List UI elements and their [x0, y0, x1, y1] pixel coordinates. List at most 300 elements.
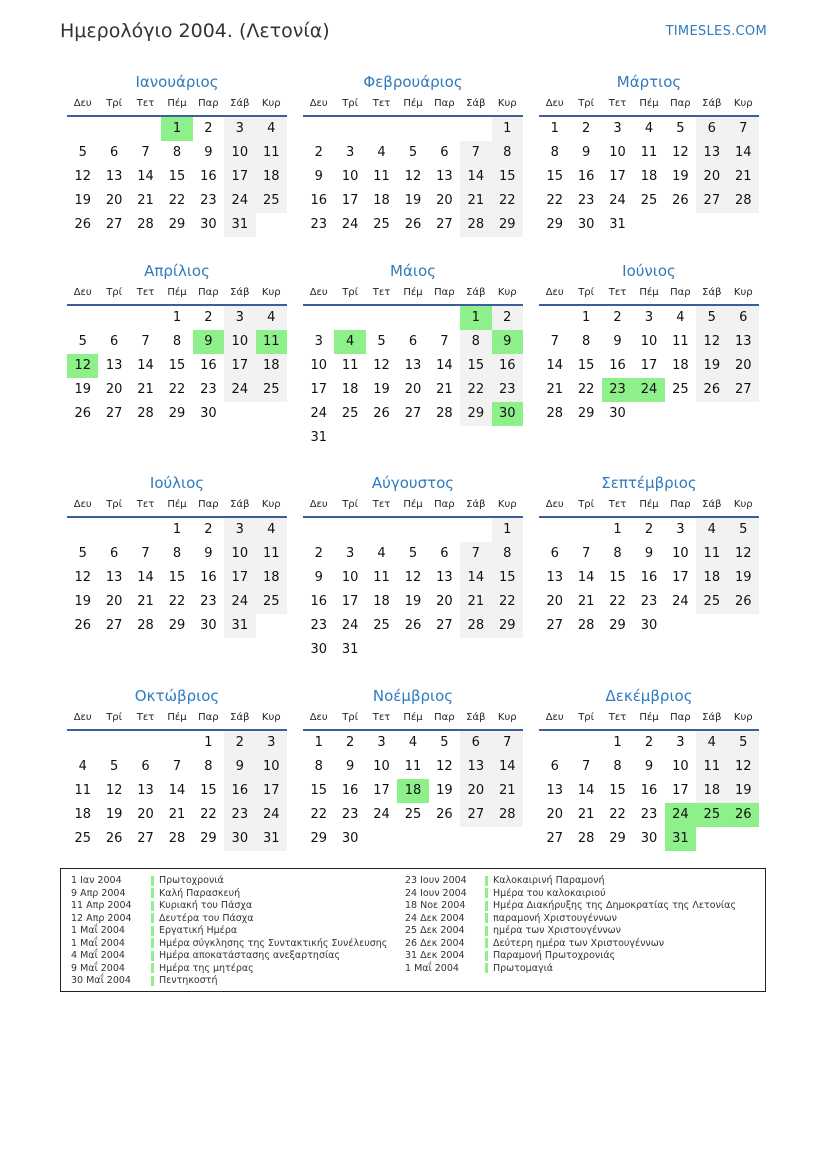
day-cell: 19	[436, 783, 453, 798]
legend-date: 1 Μαΐ 2004	[71, 925, 125, 936]
day-cell: 29	[546, 217, 563, 232]
holiday-marker-icon	[151, 901, 154, 911]
weekday-header: Τετ	[608, 499, 627, 510]
day-cell: 20	[436, 193, 453, 208]
empty-cell	[728, 827, 759, 851]
month-grid	[67, 494, 287, 638]
day-cell: 28	[460, 213, 491, 237]
day-cell: 5	[78, 334, 87, 349]
day-cell: 19	[74, 193, 91, 208]
day-cell: 13	[546, 570, 563, 585]
day-cell: 1	[460, 306, 491, 330]
legend-holiday-name: Παραμονή Πρωτοχρονιάς	[493, 950, 616, 961]
day-cell: 27	[105, 217, 123, 232]
day-cell: 5	[676, 121, 685, 136]
day-cell: 7	[581, 546, 591, 561]
weekday-header: Παρ	[198, 499, 219, 510]
day-cell: 4	[78, 759, 87, 774]
day-cell: 2	[204, 121, 213, 136]
empty-cell	[334, 306, 365, 330]
day-cell: 18	[341, 382, 359, 397]
day-cell: 25	[74, 831, 91, 846]
weekday-header: Τετ	[372, 287, 391, 298]
day-cell: 21	[460, 590, 491, 614]
weekday-header: Τρί	[578, 98, 595, 109]
day-cell: 26	[436, 807, 453, 822]
day-cell: 18	[256, 566, 287, 590]
day-cell: 1	[550, 121, 559, 136]
day-cell: 24	[672, 594, 689, 609]
holiday-marker-icon	[485, 926, 488, 936]
empty-cell	[492, 426, 523, 450]
empty-cell	[397, 117, 428, 141]
empty-cell	[303, 306, 334, 330]
day-cell: 16	[640, 783, 658, 798]
empty-cell	[303, 518, 334, 542]
month-grid	[303, 707, 523, 851]
weekday-header: Κυρ	[733, 98, 753, 109]
weekday-header: Τετ	[608, 712, 627, 723]
day-cell: 28	[137, 217, 154, 232]
day-cell: 20	[436, 594, 453, 609]
weekday-header: Παρ	[670, 98, 691, 109]
month-block	[67, 72, 287, 237]
day-cell: 30	[200, 217, 217, 232]
weekday-header: Δευ	[73, 499, 92, 510]
day-cell: 13	[105, 570, 123, 585]
day-cell: 12	[404, 169, 422, 184]
day-cell: 13	[105, 358, 123, 373]
legend-date: 9 Μαΐ 2004	[71, 962, 125, 974]
day-cell: 28	[577, 618, 595, 633]
legend-holiday-name: Καλοκαιρινή Παραμονή	[493, 875, 605, 886]
month-grid	[67, 93, 287, 237]
day-cell: 15	[577, 358, 595, 373]
day-cell: 20	[105, 382, 123, 397]
weekday-header: Κυρ	[497, 98, 517, 109]
month-grid	[303, 93, 523, 237]
day-cell: 5	[377, 334, 386, 349]
weekday-header: Πέμ	[167, 499, 187, 510]
year-calendar	[67, 72, 760, 862]
legend-holiday-name: Ημέρα Διακήρυξης της Δημοκρατίας της Λετονίας	[493, 900, 736, 911]
holiday-marker-icon	[151, 876, 154, 886]
day-cell: 5	[728, 518, 759, 542]
weekday-header: Παρ	[434, 287, 455, 298]
day-cell: 14	[577, 783, 595, 798]
day-cell: 17	[341, 193, 359, 208]
day-cell: 24	[341, 217, 359, 232]
empty-cell	[98, 731, 129, 755]
day-cell: 1	[314, 735, 323, 750]
day-cell: 26	[728, 803, 759, 827]
day-cell: 24	[633, 378, 664, 402]
day-cell: 11	[341, 358, 359, 373]
day-cell: 15	[168, 570, 186, 585]
day-cell: 28	[436, 406, 453, 421]
day-cell: 22	[310, 807, 327, 822]
empty-cell	[334, 117, 365, 141]
weekday-header: Σάβ	[466, 287, 486, 298]
day-cell: 20	[105, 594, 123, 609]
weekday-header: Παρ	[198, 287, 219, 298]
day-cell: 18	[373, 594, 390, 609]
day-cell: 5	[408, 145, 418, 160]
day-cell: 29	[492, 614, 523, 638]
day-cell: 6	[460, 731, 491, 755]
weekday-header: Παρ	[670, 712, 691, 723]
day-cell: 28	[492, 803, 523, 827]
day-cell: 31	[224, 614, 255, 638]
day-cell: 26	[74, 406, 91, 421]
day-cell: 26	[74, 618, 91, 633]
day-cell: 12	[436, 759, 453, 774]
day-cell: 12	[74, 570, 91, 585]
day-cell: 24	[224, 378, 255, 402]
day-cell: 3	[314, 334, 323, 349]
day-cell: 30	[640, 831, 658, 846]
day-cell: 20	[546, 807, 563, 822]
holiday-marker-icon	[151, 913, 154, 923]
day-cell: 29	[200, 831, 217, 846]
day-cell: 17	[310, 382, 327, 397]
day-cell: 17	[224, 165, 255, 189]
empty-cell	[460, 638, 491, 662]
day-cell: 20	[460, 779, 491, 803]
day-cell: 8	[581, 334, 591, 349]
day-cell: 27	[546, 831, 563, 846]
empty-cell	[429, 426, 460, 450]
empty-cell	[696, 614, 727, 638]
empty-cell	[429, 117, 460, 141]
day-cell: 14	[728, 141, 759, 165]
day-cell: 12	[728, 542, 759, 566]
empty-cell	[429, 518, 460, 542]
day-cell: 11	[256, 330, 287, 354]
day-cell: 23	[224, 803, 255, 827]
day-cell: 23	[310, 217, 327, 232]
weekday-header: Πέμ	[639, 499, 659, 510]
month-block	[67, 261, 287, 426]
empty-cell	[429, 306, 460, 330]
legend-holiday-name: ημέρα των Χριστουγέννων	[493, 925, 621, 936]
day-cell: 6	[696, 117, 727, 141]
weekday-header: Δευ	[545, 98, 564, 109]
day-cell: 7	[550, 334, 559, 349]
day-cell: 23	[640, 594, 658, 609]
day-cell: 14	[137, 570, 154, 585]
day-cell: 22	[577, 382, 595, 397]
day-cell: 5	[696, 306, 727, 330]
day-cell: 3	[224, 518, 255, 542]
weekday-header: Κυρ	[497, 712, 517, 723]
weekday-header: Τετ	[372, 712, 391, 723]
day-cell: 27	[404, 406, 422, 421]
empty-cell	[67, 518, 98, 542]
holiday-marker-icon	[151, 938, 154, 948]
day-cell: 10	[640, 334, 658, 349]
month-name: Δεκέμβριος	[605, 687, 693, 705]
day-cell: 8	[172, 334, 182, 349]
weekday-header: Τετ	[608, 287, 627, 298]
weekday-header: Παρ	[198, 712, 219, 723]
empty-cell	[67, 306, 98, 330]
holiday-marker-icon	[151, 963, 154, 973]
day-cell: 10	[341, 169, 359, 184]
empty-cell	[696, 827, 727, 851]
weekday-header: Κυρ	[261, 712, 281, 723]
weekday-header: Παρ	[670, 287, 691, 298]
day-cell: 27	[105, 618, 123, 633]
weekday-header: Σάβ	[702, 499, 722, 510]
weekday-header: Τρί	[578, 287, 595, 298]
legend-holiday-name: Καλή Παρασκευή	[159, 887, 241, 899]
day-cell: 19	[696, 354, 727, 378]
day-cell: 21	[436, 382, 453, 397]
empty-cell	[366, 117, 397, 141]
day-cell: 23	[640, 807, 658, 822]
day-cell: 31	[310, 430, 327, 445]
weekday-header: Κυρ	[733, 499, 753, 510]
day-cell: 20	[137, 807, 154, 822]
day-cell: 21	[577, 594, 595, 609]
weekday-header: Κυρ	[733, 287, 753, 298]
day-cell: 10	[224, 141, 255, 165]
empty-cell	[334, 518, 365, 542]
day-cell: 31	[665, 827, 696, 851]
day-cell: 13	[436, 570, 453, 585]
empty-cell	[130, 731, 161, 755]
empty-cell	[161, 731, 192, 755]
empty-cell	[130, 518, 161, 542]
weekday-header: Τετ	[136, 712, 155, 723]
month-grid	[539, 707, 759, 851]
day-cell: 29	[609, 618, 626, 633]
weekday-header: Πέμ	[403, 98, 423, 109]
day-cell: 12	[74, 169, 91, 184]
legend-date: 26 Δεκ 2004	[405, 937, 465, 949]
weekday-header: Τετ	[372, 499, 391, 510]
day-cell: 14	[546, 358, 563, 373]
holiday-marker-icon	[485, 876, 488, 886]
day-cell: 25	[696, 590, 727, 614]
day-cell: 21	[728, 165, 759, 189]
day-cell: 24	[224, 189, 255, 213]
day-cell: 30	[200, 618, 217, 633]
day-cell: 25	[373, 618, 390, 633]
day-cell: 22	[609, 594, 626, 609]
day-cell: 22	[168, 382, 186, 397]
site-brand-link[interactable]: TIMESLES.COM	[665, 24, 767, 39]
day-cell: 17	[672, 570, 689, 585]
day-cell: 1	[172, 522, 182, 537]
day-cell: 4	[334, 330, 365, 354]
day-cell: 22	[546, 193, 563, 208]
holiday-marker-icon	[485, 938, 488, 948]
holiday-marker-icon	[151, 976, 154, 986]
empty-cell	[366, 426, 397, 450]
day-cell: 31	[256, 827, 287, 851]
month-grid	[539, 93, 759, 237]
day-cell: 2	[314, 546, 323, 561]
month-name: Μάρτιος	[616, 73, 682, 91]
day-cell: 22	[168, 193, 186, 208]
day-cell: 17	[373, 783, 390, 798]
day-cell: 16	[224, 779, 255, 803]
holiday-marker-icon	[485, 913, 488, 923]
legend-row	[405, 888, 736, 901]
day-cell: 17	[256, 779, 287, 803]
day-cell: 30	[609, 406, 626, 421]
day-cell: 15	[168, 358, 186, 373]
day-cell: 9	[224, 755, 255, 779]
day-cell: 25	[256, 378, 287, 402]
day-cell: 24	[224, 590, 255, 614]
empty-cell	[366, 306, 397, 330]
weekday-header: Τρί	[578, 712, 595, 723]
day-cell: 2	[581, 121, 591, 136]
day-cell: 10	[310, 358, 327, 373]
day-cell: 13	[460, 755, 491, 779]
day-cell: 25	[640, 193, 658, 208]
legend-date: 4 Μαΐ 2004	[71, 950, 125, 961]
day-cell: 10	[341, 570, 359, 585]
weekday-header: Πέμ	[167, 712, 187, 723]
day-cell: 16	[609, 358, 626, 373]
weekday-header: Δευ	[309, 712, 328, 723]
day-cell: 28	[460, 614, 491, 638]
day-cell: 22	[492, 189, 523, 213]
day-cell: 15	[492, 566, 523, 590]
legend-holiday-name: Κυριακή του Πάσχα	[159, 900, 253, 911]
day-cell: 27	[460, 803, 491, 827]
legend-date: 25 Δεκ 2004	[405, 925, 465, 936]
day-cell: 9	[345, 759, 355, 774]
day-cell: 20	[696, 165, 727, 189]
day-cell: 1	[204, 735, 213, 750]
legend-row	[405, 925, 736, 938]
day-cell: 2	[644, 522, 654, 537]
weekday-header: Δευ	[73, 98, 92, 109]
day-cell: 4	[408, 735, 418, 750]
day-cell: 4	[696, 518, 727, 542]
day-cell: 27	[546, 618, 563, 633]
weekday-header: Κυρ	[497, 287, 517, 298]
month-block	[303, 72, 523, 237]
day-cell: 7	[492, 731, 523, 755]
day-cell: 29	[460, 402, 491, 426]
month-grid	[539, 282, 759, 426]
month-name: Ιούλιος	[149, 474, 205, 492]
day-cell: 4	[676, 310, 685, 325]
day-cell: 23	[200, 193, 217, 208]
day-cell: 13	[728, 330, 759, 354]
day-cell: 4	[377, 145, 386, 160]
weekday-header: Κυρ	[733, 712, 753, 723]
day-cell: 9	[492, 330, 523, 354]
empty-cell	[728, 213, 759, 237]
legend-column-left	[71, 875, 387, 988]
day-cell: 4	[256, 117, 287, 141]
empty-cell	[67, 731, 98, 755]
legend-column-right	[405, 875, 736, 975]
legend-holiday-name: παραμονή Χριστουγέννων	[493, 912, 617, 924]
day-cell: 15	[546, 169, 563, 184]
day-cell: 20	[546, 594, 563, 609]
day-cell: 6	[141, 759, 150, 774]
day-cell: 24	[341, 618, 359, 633]
day-cell: 18	[256, 165, 287, 189]
day-cell: 22	[200, 807, 217, 822]
empty-cell	[366, 638, 397, 662]
day-cell: 12	[728, 755, 759, 779]
legend-holiday-name: Δευτέρα του Πάσχα	[159, 912, 254, 924]
day-cell: 6	[728, 306, 759, 330]
weekday-header: Τετ	[372, 98, 391, 109]
legend-holiday-name: Πεντηκοστή	[159, 975, 218, 986]
day-cell: 16	[640, 570, 658, 585]
empty-cell	[397, 638, 428, 662]
day-cell: 26	[728, 590, 759, 614]
day-cell: 13	[696, 141, 727, 165]
weekday-header: Κυρ	[497, 499, 517, 510]
legend-row	[71, 963, 387, 976]
day-cell: 28	[546, 406, 563, 421]
day-cell: 24	[373, 807, 390, 822]
day-cell: 26	[373, 406, 390, 421]
day-cell: 7	[440, 334, 449, 349]
day-cell: 16	[310, 594, 327, 609]
day-cell: 19	[74, 594, 91, 609]
legend-date: 24 Δεκ 2004	[405, 912, 465, 924]
day-cell: 11	[404, 759, 422, 774]
month-name: Απρίλιος	[144, 262, 210, 280]
day-cell: 15	[168, 169, 186, 184]
day-cell: 7	[141, 334, 150, 349]
weekday-header: Σάβ	[466, 98, 486, 109]
day-cell: 30	[577, 217, 595, 232]
day-cell: 21	[546, 382, 563, 397]
legend-row	[71, 913, 387, 926]
day-cell: 17	[224, 354, 255, 378]
day-cell: 22	[168, 594, 186, 609]
day-cell: 12	[696, 330, 727, 354]
day-cell: 20	[105, 193, 123, 208]
legend-holiday-name: Ημέρα αποκατάστασης ανεξαρτησίας	[159, 950, 341, 961]
day-cell: 21	[137, 193, 154, 208]
day-cell: 11	[373, 169, 390, 184]
day-cell: 5	[78, 145, 87, 160]
legend-row	[71, 950, 387, 963]
weekday-header: Παρ	[434, 712, 455, 723]
weekday-header: Δευ	[545, 287, 564, 298]
month-block	[67, 473, 287, 638]
holiday-marker-icon	[485, 901, 488, 911]
weekday-header: Τρί	[342, 712, 359, 723]
weekday-header: Σάβ	[230, 499, 250, 510]
day-cell: 29	[310, 831, 327, 846]
day-cell: 26	[672, 193, 689, 208]
day-cell: 29	[577, 406, 595, 421]
legend-row	[405, 900, 736, 913]
day-cell: 3	[345, 145, 355, 160]
month-name: Φεβρουάριος	[363, 73, 463, 91]
day-cell: 25	[256, 189, 287, 213]
legend-date: 9 Απρ 2004	[71, 887, 126, 899]
weekday-header: Σάβ	[466, 499, 486, 510]
day-cell: 4	[256, 518, 287, 542]
day-cell: 12	[672, 145, 689, 160]
